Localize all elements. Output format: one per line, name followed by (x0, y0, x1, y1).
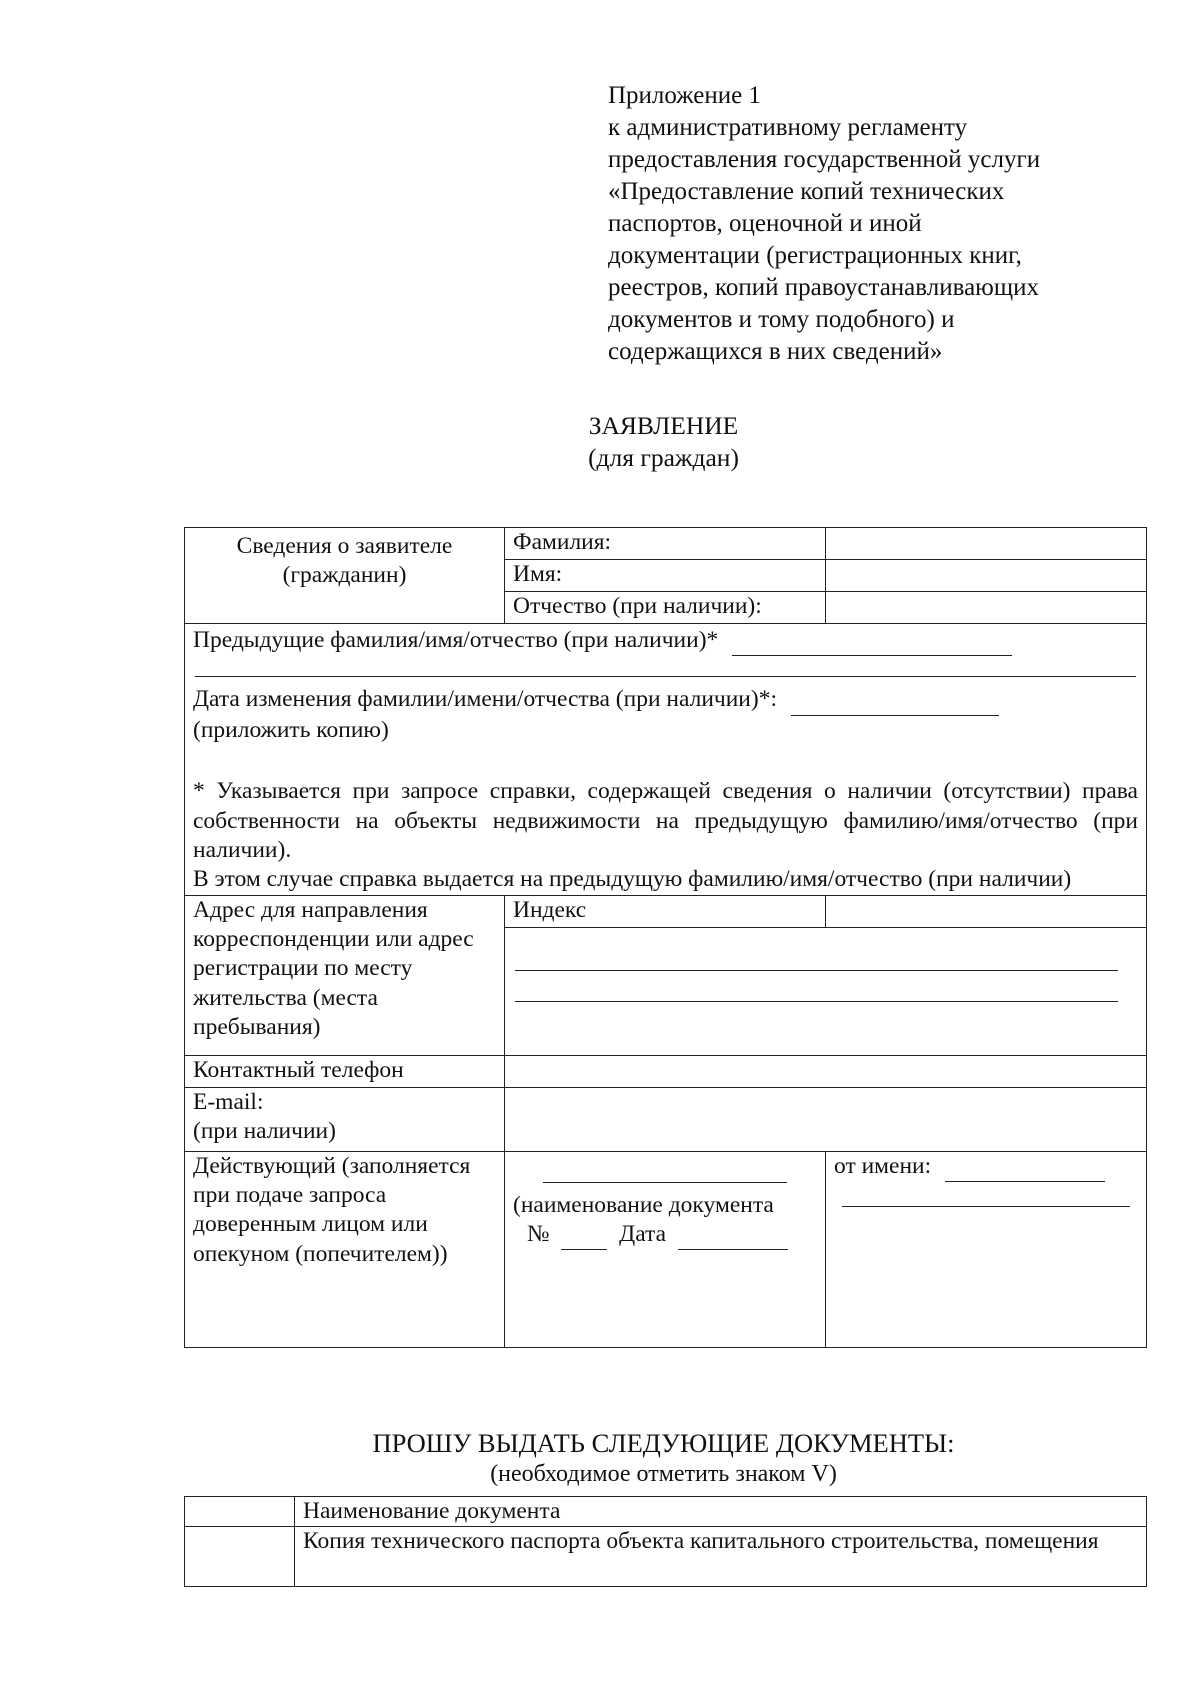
document-checkbox-cell[interactable] (185, 1527, 295, 1587)
documents-table (184, 1496, 1147, 1587)
name-change-date-label: Дата изменения фамилии/имени/отчества (при наличии)*: (193, 686, 777, 713)
document-name-input-line[interactable] (543, 1162, 787, 1183)
email-label-cell (185, 1087, 505, 1151)
applicant-label: Сведения о заявителе (гражданин) (185, 528, 505, 624)
name-input-cell[interactable] (826, 560, 1147, 592)
document-date-input-line[interactable] (678, 1220, 788, 1250)
appendix-line: содержащихся в них сведений» (608, 338, 943, 365)
appendix-header (608, 80, 1168, 368)
postal-index-input-cell[interactable] (826, 895, 1147, 927)
document-title: ЗАЯВЛЕНИЕ (588, 411, 739, 440)
phone-label: Контактный телефон (185, 1055, 505, 1087)
applicant-form-table (184, 527, 1147, 1348)
surname-label: Фамилия: (505, 528, 826, 560)
address-input-cell[interactable] (505, 927, 1147, 1055)
on-behalf-input-line-2[interactable] (842, 1186, 1130, 1207)
appendix-line: документации (регистрационных книг, (608, 242, 1022, 269)
address-label: Адрес для направления корреспонденции или адрес регистрации по месту жительства (места пребывания) (185, 895, 505, 1055)
previous-name-input-line-2[interactable] (195, 656, 1136, 677)
appendix-line: Приложение 1 (608, 82, 761, 109)
email-optional-note: (при наличии) (193, 1118, 336, 1144)
email-label: E-mail: (193, 1088, 264, 1115)
address-input-line[interactable] (515, 950, 1118, 971)
appendix-line: к административному регламенту (608, 114, 968, 141)
asterisk-note: * Указывается при запросе справки, содержащей сведения о наличии (отсутствии) права собственности на объекты недвижимости на предыдущую фамилию/имя/отчество (при наличии). (193, 778, 1138, 863)
document-name-label: (наименование документа (513, 1191, 774, 1218)
previous-name-section (185, 624, 1147, 896)
document-date-label: Дата (619, 1221, 667, 1247)
patronymic-label: Отчество (при наличии): (505, 592, 826, 624)
previous-name-label: Предыдущие фамилия/имя/отчество (при наличии)* (193, 627, 719, 653)
appendix-line: реестров, копий правоустанавливающих (608, 274, 1039, 301)
acting-label: Действующий (заполняется при подаче запроса доверенным лицом или опекуном (попечителем)) (185, 1151, 505, 1347)
previous-name-input-line[interactable] (732, 626, 1012, 656)
appendix-line: паспортов, оценочной и иной (608, 210, 922, 237)
checkbox-header-cell (185, 1497, 295, 1527)
email-input-cell[interactable] (505, 1087, 1147, 1151)
patronymic-input-cell[interactable] (826, 592, 1147, 624)
appendix-line: «Предоставление копий технических (608, 178, 1005, 205)
postal-index-label: Индекс (505, 895, 826, 927)
appendix-line: документов и тому подобного) и (608, 306, 955, 333)
attach-copy-note: (приложить копию) (193, 716, 389, 743)
request-heading-block (0, 1428, 1200, 1490)
document-row-name: Копия технического паспорта объекта капитального строительства, помещения (295, 1527, 1147, 1587)
document-number-input-line[interactable] (561, 1220, 607, 1250)
request-heading: ПРОШУ ВЫДАТЬ СЛЕДУЮЩИЕ ДОКУМЕНТЫ: (372, 1428, 955, 1458)
on-behalf-cell (826, 1151, 1147, 1347)
name-label: Имя: (505, 560, 826, 592)
asterisk-note-2: В этом случае справка выдается на предыдущую фамилию/имя/отчество (при наличии) (193, 866, 1072, 893)
address-input-line[interactable] (515, 981, 1118, 1002)
request-subheading: (необходимое отметить знаком V) (490, 1461, 837, 1487)
document-number-label: № (527, 1221, 550, 1247)
document-heading (0, 410, 1200, 474)
appendix-line: предоставления государственной услуги (608, 146, 1041, 173)
acting-document-cell (505, 1151, 826, 1347)
document-subtitle: (для граждан) (588, 443, 739, 472)
on-behalf-label: от имени: (834, 1152, 932, 1179)
phone-input-cell[interactable] (505, 1055, 1147, 1087)
document-name-column-header: Наименование документа (295, 1497, 1147, 1527)
on-behalf-input-line[interactable] (945, 1152, 1105, 1182)
surname-input-cell[interactable] (826, 528, 1147, 560)
name-change-date-input-line[interactable] (791, 685, 999, 715)
